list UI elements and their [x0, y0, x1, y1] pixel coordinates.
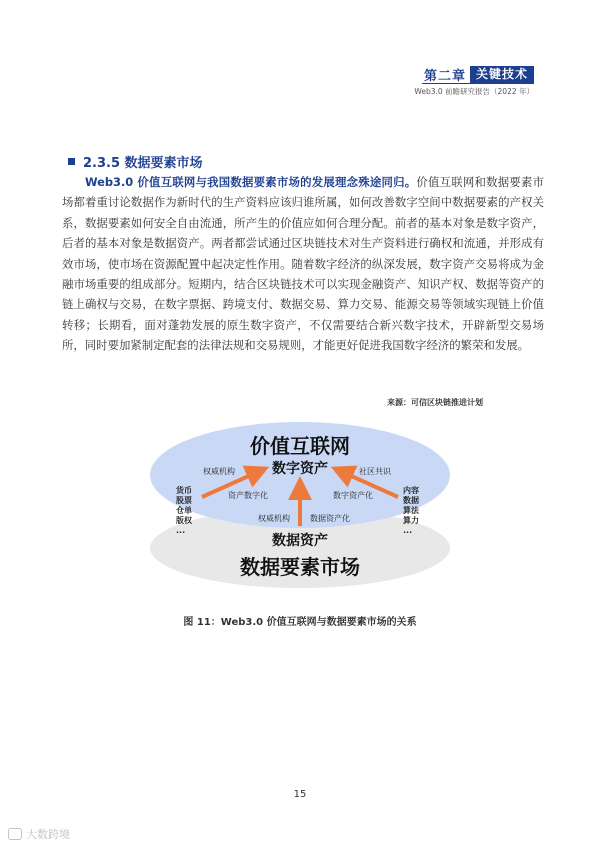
left-item: ... [176, 526, 186, 535]
watermark-logo-icon [8, 828, 22, 840]
data-assetization-label: 数据资产化 [310, 514, 350, 523]
page-number: 15 [293, 789, 307, 800]
body-paragraph [62, 172, 544, 356]
chapter-number: 第二章 [423, 69, 466, 84]
lead-sentence: Web3.0 价值互联网与我国数据要素市场的发展理念殊途同归。 [85, 175, 417, 189]
digital-asset-label: 数字资产 [272, 461, 328, 477]
left-item: 版权 [176, 516, 192, 525]
authority-center-label: 权威机构 [258, 514, 290, 523]
data-asset-label: 数据资产 [272, 533, 328, 549]
chapter-name: 关键技术 [470, 66, 534, 83]
relationship-diagram [145, 420, 455, 590]
paragraph-body: 价值互联网和数据要素市场都着重讨论数据作为新时代的生产资料应该归谁所属，如何改善数字空间中数据要素的产权关系，数据要素如何安全自由流通，所产生的价值应如何合理分配。前者的基本对象是数字资产，后者的基本对象是数据资产。两者都尝试通过区块链技术对生产资料进行确权和流通，并形成有效市场，使市场在资源配置中起决定性作用。随着数字经济的纵深发展，数字资产交易将成为金融市场重要的组成部分。短期内，结合区块链技术可以实现金融资产、知识产权、数据等资产的链上确权与交易，在数字票据、跨境支付、数据交易、算力交易、能源交易等领域实现链上价值转移；长期看，面对蓬勃发展的原生数字资产，不仅需要结合新兴数字技术，开辟新型交易场所，同时要加紧制定配套的法律法规和交易规则，才能更好促进我国数字经济的繁荣和发展。 [62, 175, 544, 353]
right-item: ... [403, 526, 413, 535]
digital-assetization-label: 数字资产化 [333, 491, 373, 500]
watermark [8, 826, 70, 842]
left-item: 仓单 [176, 506, 192, 515]
watermark-text: 大数跨境 [26, 828, 70, 841]
left-asset-list [176, 486, 192, 536]
community-consensus-label: 社区共识 [359, 467, 391, 476]
right-asset-list [403, 486, 419, 536]
asset-digitization-label: 资产数字化 [228, 491, 268, 500]
left-item: 货币 [176, 486, 192, 495]
report-name: Web3.0 前瞻研究报告（2022 年） [414, 87, 534, 96]
section-heading [68, 152, 203, 171]
right-item: 算力 [403, 516, 419, 525]
authority-left-label: 权威机构 [203, 467, 235, 476]
section-title: 2.3.5 数据要素市场 [83, 156, 203, 171]
left-item: 股票 [176, 496, 192, 505]
value-internet-title: 价值互联网 [250, 434, 350, 458]
right-item: 数据 [403, 496, 419, 505]
section-square-icon [68, 158, 75, 165]
page-header [414, 66, 534, 97]
chapter-heading [414, 66, 534, 83]
data-element-market-title: 数据要素市场 [240, 555, 360, 579]
figure-source: 来源：可信区块链推进计划 [387, 398, 483, 407]
right-item: 内容 [403, 486, 419, 495]
right-item: 算法 [403, 506, 419, 515]
figure-caption: 图 11：Web3.0 价值互联网与数据要素市场的关系 [183, 617, 417, 628]
